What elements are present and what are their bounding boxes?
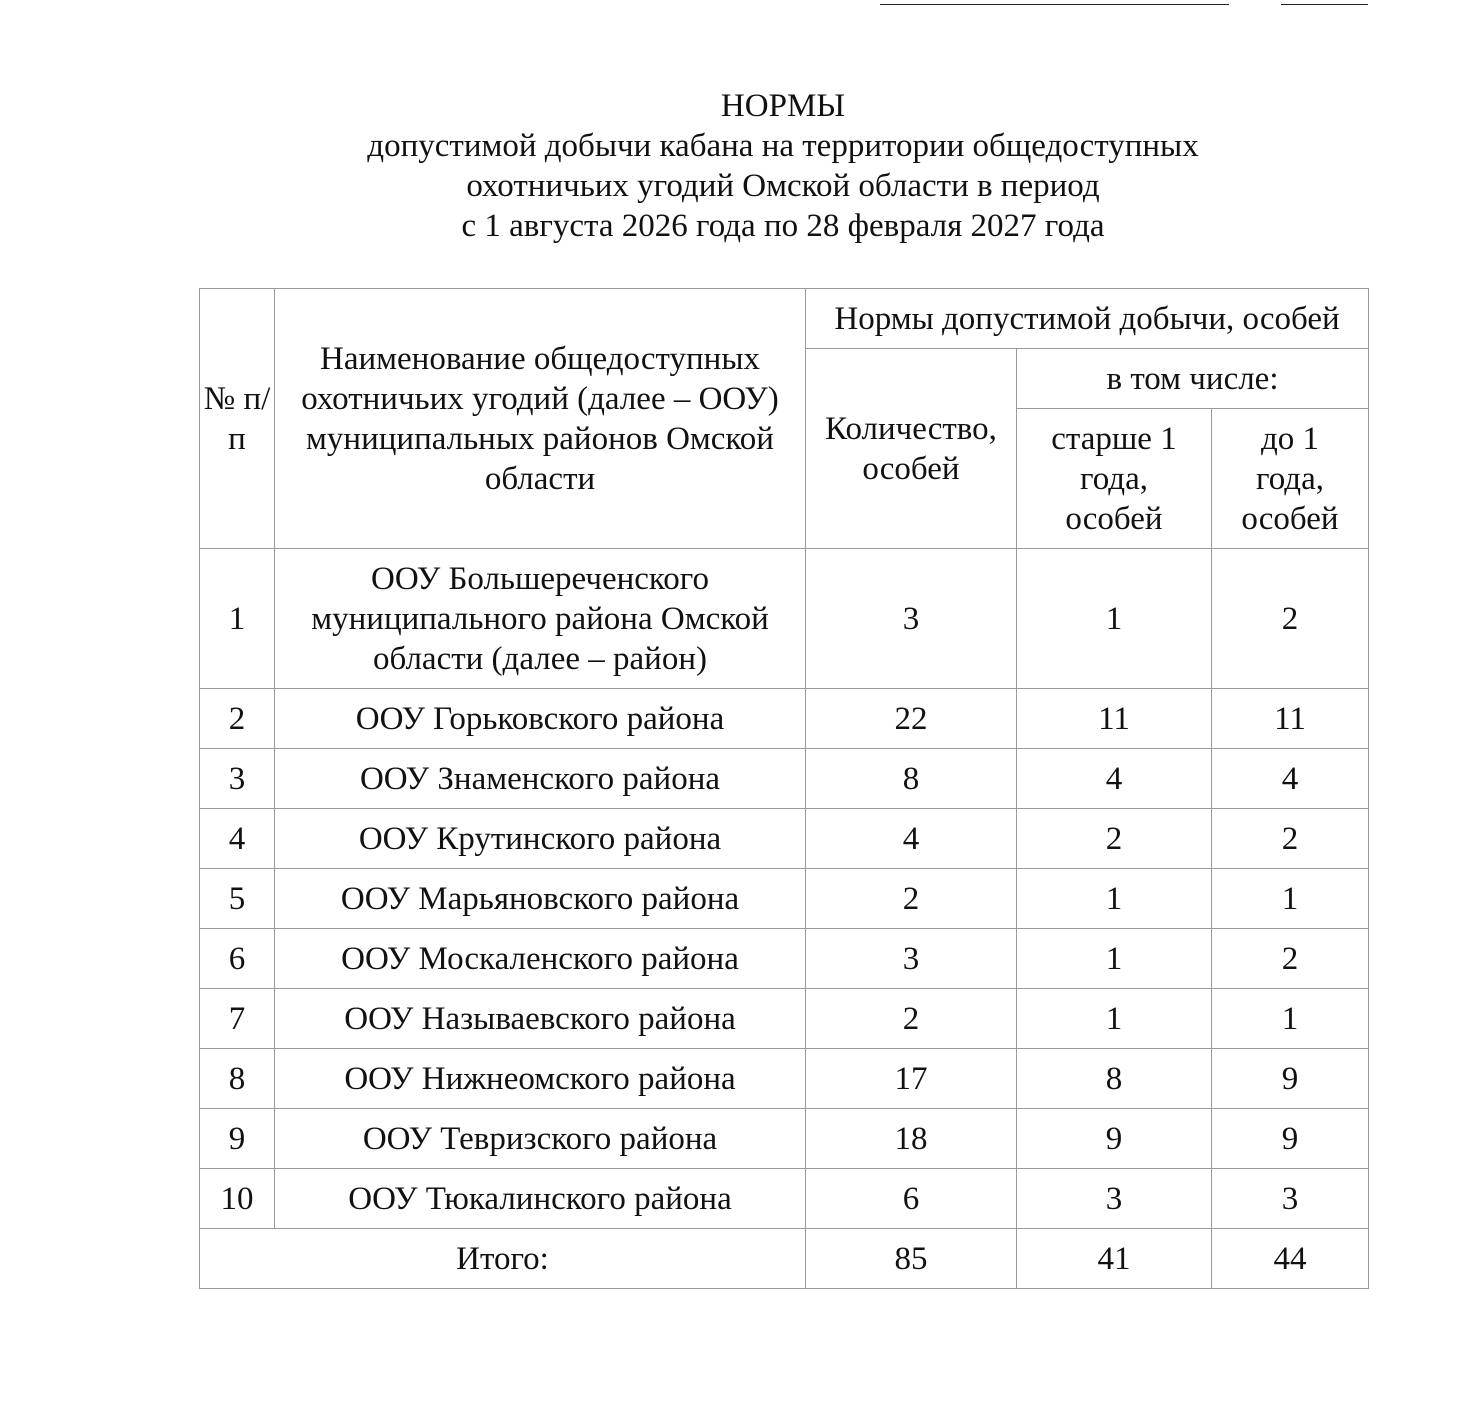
row-name: ООУ Тюкалинского района — [275, 1169, 806, 1229]
header-row — [200, 289, 1369, 349]
row-older: 8 — [1017, 1049, 1212, 1109]
row-total: 4 — [806, 809, 1017, 869]
title-subtitle-line: допустимой добычи кабана на территории общедоступных — [367, 128, 1199, 164]
row-num: 2 — [200, 689, 275, 749]
row-older: 9 — [1017, 1109, 1212, 1169]
row-total: 2 — [806, 869, 1017, 929]
row-older: 2 — [1017, 809, 1212, 869]
row-younger: 1 — [1212, 869, 1369, 929]
row-older: 4 — [1017, 749, 1212, 809]
row-num: 9 — [200, 1109, 275, 1169]
row-younger: 2 — [1212, 929, 1369, 989]
row-total: 6 — [806, 1169, 1017, 1229]
row-num: 8 — [200, 1049, 275, 1109]
row-older: 1 — [1017, 929, 1212, 989]
row-younger: 3 — [1212, 1169, 1369, 1229]
table-row — [200, 1109, 1369, 1169]
row-younger: 4 — [1212, 749, 1369, 809]
row-total: 8 — [806, 749, 1017, 809]
total-younger: 44 — [1212, 1229, 1369, 1289]
row-younger: 9 — [1212, 1109, 1369, 1169]
header-norms: Нормы допустимой добычи, особей — [806, 289, 1369, 349]
row-num: 6 — [200, 929, 275, 989]
row-total: 18 — [806, 1109, 1017, 1169]
header-younger: до 1 года, особей — [1212, 409, 1369, 549]
row-name: ООУ Москаленского района — [275, 929, 806, 989]
row-num: 5 — [200, 869, 275, 929]
title-subtitle-line: с 1 августа 2026 года по 28 февраля 2027 года — [461, 208, 1105, 244]
table-row — [200, 749, 1369, 809]
document-title — [283, 86, 1283, 246]
header-quantity: Количество, особей — [806, 349, 1017, 549]
table-row — [200, 1169, 1369, 1229]
row-num: 3 — [200, 749, 275, 809]
total-row — [200, 1229, 1369, 1289]
total-label: Итого: — [200, 1229, 806, 1289]
row-name: ООУ Крутинского района — [275, 809, 806, 869]
table-row — [200, 1049, 1369, 1109]
row-younger: 2 — [1212, 549, 1369, 689]
header-num: № п/п — [200, 289, 275, 549]
row-num: 7 — [200, 989, 275, 1049]
row-younger: 2 — [1212, 809, 1369, 869]
row-older: 1 — [1017, 549, 1212, 689]
norms-table — [199, 288, 1369, 1289]
table-row — [200, 809, 1369, 869]
date-line — [1281, 4, 1368, 5]
row-num: 4 — [200, 809, 275, 869]
row-younger: 11 — [1212, 689, 1369, 749]
table-row — [200, 689, 1369, 749]
row-name: ООУ Называевского района — [275, 989, 806, 1049]
header-name: Наименование общедоступных охотничьих угодий (далее – ООУ) муниципальных районов Омской области — [275, 289, 806, 549]
title-subtitle-line: охотничьих угодий Омской области в период — [466, 168, 1100, 204]
row-total: 22 — [806, 689, 1017, 749]
title-heading: НОРМЫ — [720, 88, 846, 124]
row-older: 1 — [1017, 869, 1212, 929]
total-sum: 85 — [806, 1229, 1017, 1289]
row-older: 11 — [1017, 689, 1212, 749]
row-total: 3 — [806, 549, 1017, 689]
row-older: 3 — [1017, 1169, 1212, 1229]
row-younger: 1 — [1212, 989, 1369, 1049]
row-name: ООУ Тевризского района — [275, 1109, 806, 1169]
header-older: старше 1 года, особей — [1017, 409, 1212, 549]
total-older: 41 — [1017, 1229, 1212, 1289]
row-name: ООУ Знаменского района — [275, 749, 806, 809]
row-total: 3 — [806, 929, 1017, 989]
row-name: ООУ Горьковского района — [275, 689, 806, 749]
table-row — [200, 869, 1369, 929]
header-including: в том числе: — [1017, 349, 1369, 409]
row-name: ООУ Марьяновского района — [275, 869, 806, 929]
row-num: 1 — [200, 549, 275, 689]
table-row — [200, 549, 1369, 689]
row-older: 1 — [1017, 989, 1212, 1049]
row-total: 17 — [806, 1049, 1017, 1109]
signature-line — [880, 4, 1229, 5]
table-row — [200, 989, 1369, 1049]
row-name: ООУ Нижнеомского района — [275, 1049, 806, 1109]
table-row — [200, 929, 1369, 989]
row-younger: 9 — [1212, 1049, 1369, 1109]
row-num: 10 — [200, 1169, 275, 1229]
row-name: ООУ Большереченского муниципального района Омской области (далее – район) — [275, 549, 806, 689]
row-total: 2 — [806, 989, 1017, 1049]
